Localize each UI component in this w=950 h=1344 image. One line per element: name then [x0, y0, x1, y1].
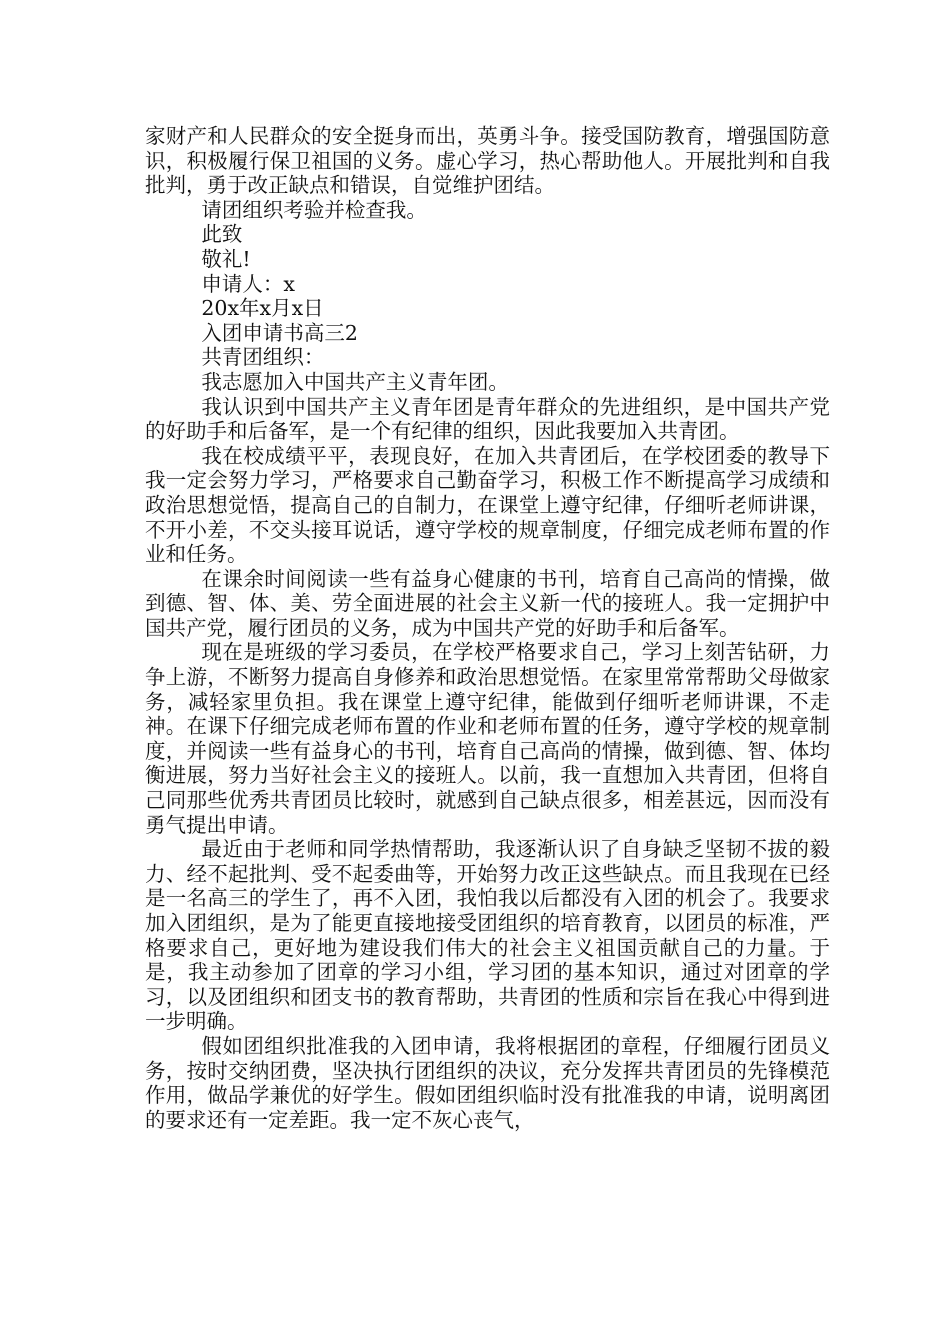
paragraph-commitment: 假如团组织批准我的入团申请，我将根据团的章程，仔细履行团员义务，按时交纳团费，坚决执行团组织的决议，充分发挥共青团员的先锋模范作用，做品学兼优的好学生。假如团组织临时没有批准我的申请，说明离团的要求还有一定差距。我一定不灰心丧气， [145, 1033, 830, 1132]
applicant-line: 申请人：x [201, 271, 295, 296]
paragraph-continuation: 家财产和人民群众的安全挺身而出，英勇斗争。接受国防教育，增强国防意识，积极履行保卫祖国的义务。虚心学习，热心帮助他人。开展批判和自我批判，勇于改正缺点和错误，自觉维护团结。 [145, 124, 830, 198]
date-line: 20x年x月x日 [201, 296, 324, 321]
paragraph-recent-progress: 最近由于老师和同学热情帮助，我逐渐认识了自身缺乏坚韧不拔的毅力、经不起批判、受不起委曲等，开始努力改正这些缺点。而且我现在已经是一名高三的学生了，再不入团，我怕我以后都没有入团的机会了。我要求加入团组织，是为了能更直接地接受团组织的培育教育，以团员的标准，严格要求自己，更好地为建设我们伟大的社会主义祖国贡献自己的力量。于是，我主动参加了团章的学习小组，学习团的基本知识，通过对团章的学习，以及团组织和团支书的教育帮助，共青团的性质和宗旨在我心中得到进一步明确。 [145, 837, 830, 1034]
paragraph-spare-time: 在课余时间阅读一些有益身心健康的书刊，培育自己高尚的情操，做到德、智、体、美、劳全面进展的社会主义新一代的接班人。我一定拥护中国共产党，履行团员的义务，成为中国共产党的好助手和后备军。 [145, 566, 830, 640]
paragraph-class-role: 现在是班级的学习委员，在学校严格要求自己，学习上刻苦钻研，力争上游，不断努力提高自身修养和政治思想觉悟。在家里常常帮助父母做家务，减轻家里负担。我在课堂上遵守纪律，能做到仔细听老师讲课，不走神。在课下仔细完成老师布置的作业和老师布置的任务，遵守学校的规章制度，并阅读一些有益身心的书刊，培育自己高尚的情操，做到德、智、体均衡进展，努力当好社会主义的接班人。以前，我一直想加入共青团，但将自己同那些优秀共青团员比较时，就感到自己缺点很多，相差甚远，因而没有勇气提出申请。 [145, 640, 830, 837]
paragraph-recognition: 我认识到中国共产主义青年团是青年群众的先进组织，是中国共产党的好助手和后备军，是一个有纪律的组织，因此我要加入共青团。 [145, 394, 830, 444]
paragraph-request-inspection: 请团组织考验并检查我。 [201, 197, 427, 222]
paragraph-school-performance: 我在校成绩平平，表现良好，在加入共青团后，在学校团委的教导下我一定会努力学习，严格要求自己勤奋学习，积极工作不断提高学习成绩和政治思想觉悟，提高自己的自制力，在课堂上遵守纪律，仔细听老师讲课，不开小差，不交头接耳说话，遵守学校的规章制度，仔细完成老师布置的作业和任务。 [145, 443, 830, 567]
addressee: 共青团组织： [201, 345, 325, 370]
closing-respect: 敬礼! [201, 246, 251, 271]
closing-salutation: 此致 [201, 222, 243, 247]
document-page [145, 124, 830, 1132]
paragraph-intent: 我志愿加入中国共产主义青年团。 [201, 369, 509, 394]
section-title: 入团申请书高三2 [201, 320, 358, 345]
